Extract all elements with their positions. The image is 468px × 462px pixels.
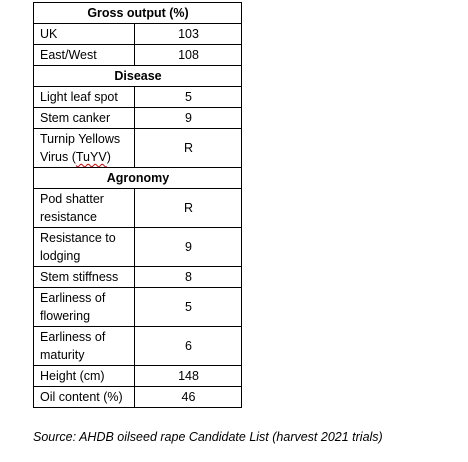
trait-value: 9: [135, 108, 242, 129]
table-row: [34, 24, 242, 45]
trait-label: East/West: [34, 45, 135, 66]
trait-value: R: [135, 189, 242, 228]
trait-value: 108: [135, 45, 242, 66]
trait-value: 46: [135, 387, 242, 408]
trait-label: Earliness of flowering: [34, 288, 135, 327]
source-caption: Source: AHDB oilseed rape Candidate List (harvest 2021 trials): [33, 430, 383, 444]
spellcheck-flagged-word: TuYV: [75, 150, 107, 164]
trait-label: Oil content (%): [34, 387, 135, 408]
trait-value: 5: [135, 87, 242, 108]
section-title-agronomy: Agronomy: [34, 168, 242, 189]
trait-label: Pod shatter resistance: [34, 189, 135, 228]
section-header-row: [34, 66, 242, 87]
table-row: [34, 108, 242, 129]
table-row: [34, 45, 242, 66]
section-header-row: [34, 3, 242, 24]
variety-traits-table: [33, 2, 242, 408]
trait-value: 6: [135, 327, 242, 366]
trait-value: 5: [135, 288, 242, 327]
trait-label: Stem stiffness: [34, 267, 135, 288]
table-row: [34, 228, 242, 267]
table-row: [34, 189, 242, 228]
trait-label: [34, 129, 135, 168]
table-row: [34, 288, 242, 327]
trait-label: Earliness of maturity: [34, 327, 135, 366]
trait-value: 8: [135, 267, 242, 288]
trait-value: 148: [135, 366, 242, 387]
table-row: [34, 327, 242, 366]
table-row: [34, 87, 242, 108]
trait-label-text-end: ): [106, 150, 111, 164]
trait-label: Height (cm): [34, 366, 135, 387]
section-header-row: [34, 168, 242, 189]
trait-value: 9: [135, 228, 242, 267]
table-row: [34, 129, 242, 168]
trait-label: Light leaf spot: [34, 87, 135, 108]
table-row: [34, 366, 242, 387]
trait-label: Stem canker: [34, 108, 135, 129]
trait-value: R: [135, 129, 242, 168]
trait-value: 103: [135, 24, 242, 45]
trait-label: Resistance to lodging: [34, 228, 135, 267]
trait-label: UK: [34, 24, 135, 45]
table-row: [34, 267, 242, 288]
trait-label-text: Turnip Yellows Virus (: [40, 132, 121, 164]
table-row: [34, 387, 242, 408]
section-title-disease: Disease: [34, 66, 242, 87]
section-title-gross-output: Gross output (%): [34, 3, 242, 24]
